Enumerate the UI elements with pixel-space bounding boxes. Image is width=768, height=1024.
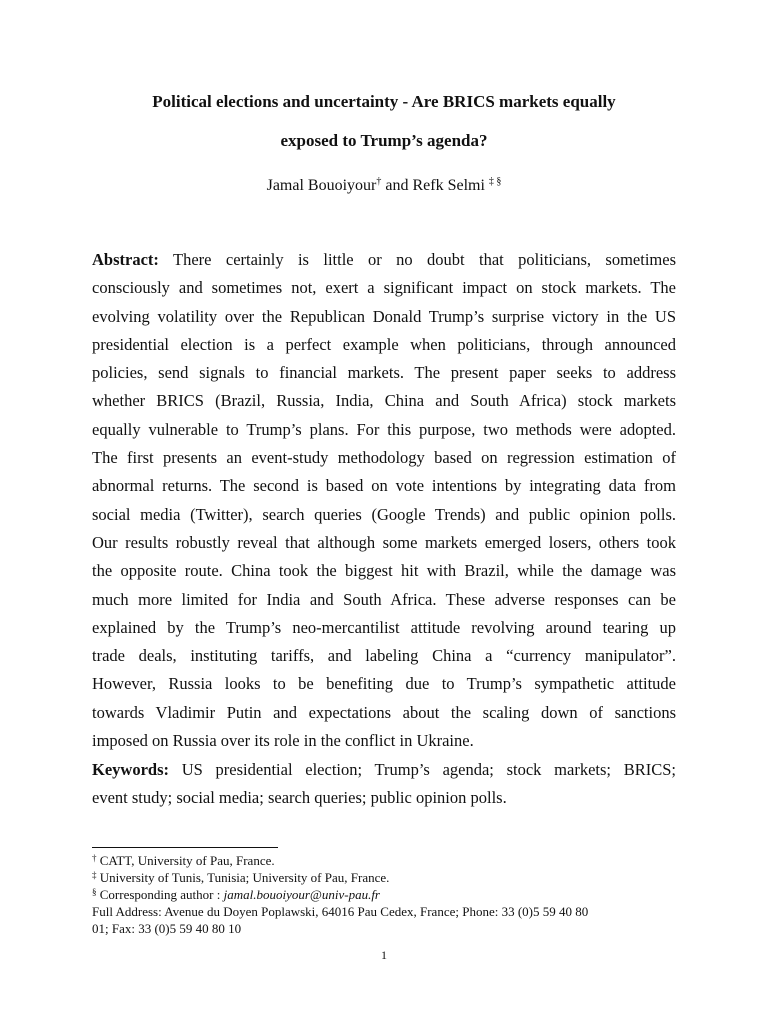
footnote-3-mark: § [92, 887, 97, 897]
keywords-line [92, 756, 676, 784]
keywords-line: event study; social media; search queries; public opinion polls. [92, 788, 507, 808]
author-2-footnote-marks: ‡ § [488, 176, 502, 187]
abstract-line: evolving volatility over the Republican Donald Trump’s surprise victory in the US [92, 306, 676, 326]
footnote-1 [92, 852, 676, 869]
abstract-section [92, 246, 676, 755]
footnotes [92, 852, 676, 937]
footnote-2-text: University of Tunis, Tunisia; University of Pau, France. [96, 870, 390, 885]
author-line [60, 177, 708, 195]
keywords-text: US presidential election; Trump’s agenda; stock markets; BRICS; [169, 760, 676, 779]
footnote-1-mark: † [92, 853, 97, 863]
address-line: 01; Fax: 33 (0)5 59 40 80 10 [92, 921, 242, 936]
corresponding-email[interactable]: jamal.bouoiyour@univ-pau.fr [223, 887, 380, 902]
abstract-line: imposed on Russia over its role in the conflict in Ukraine. [92, 731, 474, 751]
abstract-line: towards Vladimir Putin and expectations about the scaling down of sanctions [92, 702, 676, 722]
footnote-3-text: Corresponding author : [96, 887, 224, 902]
abstract-line: presidential election is a perfect example when politicians, through announced [92, 334, 676, 354]
abstract-line: equally vulnerable to Trump’s plans. For this purpose, two methods were adopted. [92, 419, 676, 439]
author-2-name: Refk Selmi [412, 177, 485, 194]
abstract-line: The first presents an event-study methodology based on regression estimation of [92, 448, 676, 468]
author-1-footnote-mark: † [376, 176, 382, 187]
keywords-label: Keywords: [92, 760, 169, 779]
abstract-line: abnormal returns. The second is based on vote intentions by integrating data from [92, 476, 676, 496]
keywords-section [92, 756, 676, 813]
abstract-line: consciously and sometimes not, exert a significant impact on stock markets. The [92, 278, 676, 298]
abstract-line: whether BRICS (Brazil, Russia, India, China and South Africa) stock markets [92, 391, 676, 411]
abstract-label: Abstract: [92, 250, 159, 269]
page-number: 1 [381, 948, 387, 962]
footnote-2-mark: ‡ [92, 870, 97, 880]
abstract-line: the opposite route. China took the biggest hit with Brazil, while the damage was [92, 561, 676, 581]
footnote-1-text: CATT, University of Pau, France. [96, 853, 275, 868]
footnote-2 [92, 869, 676, 886]
title-line-1: Political elections and uncertainty - Are BRICS markets equally [152, 92, 616, 111]
author-1-name: Jamal Bouoiyour [266, 177, 377, 194]
abstract-line: explained by the Trump’s neo-mercantilist attitude revolving around tearing up [92, 617, 676, 637]
author-connector: and [385, 177, 409, 194]
footnote-3 [92, 886, 676, 903]
footnote-separator [92, 847, 278, 848]
abstract-line: policies, send signals to financial markets. The present paper seeks to address [92, 363, 676, 383]
abstract-line [92, 246, 676, 274]
abstract-line: However, Russia looks to be benefiting due to Trump’s sympathetic attitude [92, 674, 676, 694]
address-line: Full Address: Avenue du Doyen Poplawski, 64016 Pau Cedex, France; Phone: 33 (0)5 59 40 80 [92, 904, 589, 919]
abstract-line: Our results robustly reveal that although some markets emerged losers, others took [92, 532, 676, 552]
abstract-line: social media (Twitter), search queries (Google Trends) and public opinion polls. [92, 504, 676, 524]
abstract-text: There certainly is little or no doubt that politicians, sometimes [158, 250, 676, 269]
title-line-2: exposed to Trump’s agenda? [280, 131, 488, 150]
abstract-line: trade deals, instituting tariffs, and labeling China a “currency manipulator”. [92, 646, 676, 666]
abstract-line: much more limited for India and South Africa. These adverse responses can be [92, 589, 676, 609]
